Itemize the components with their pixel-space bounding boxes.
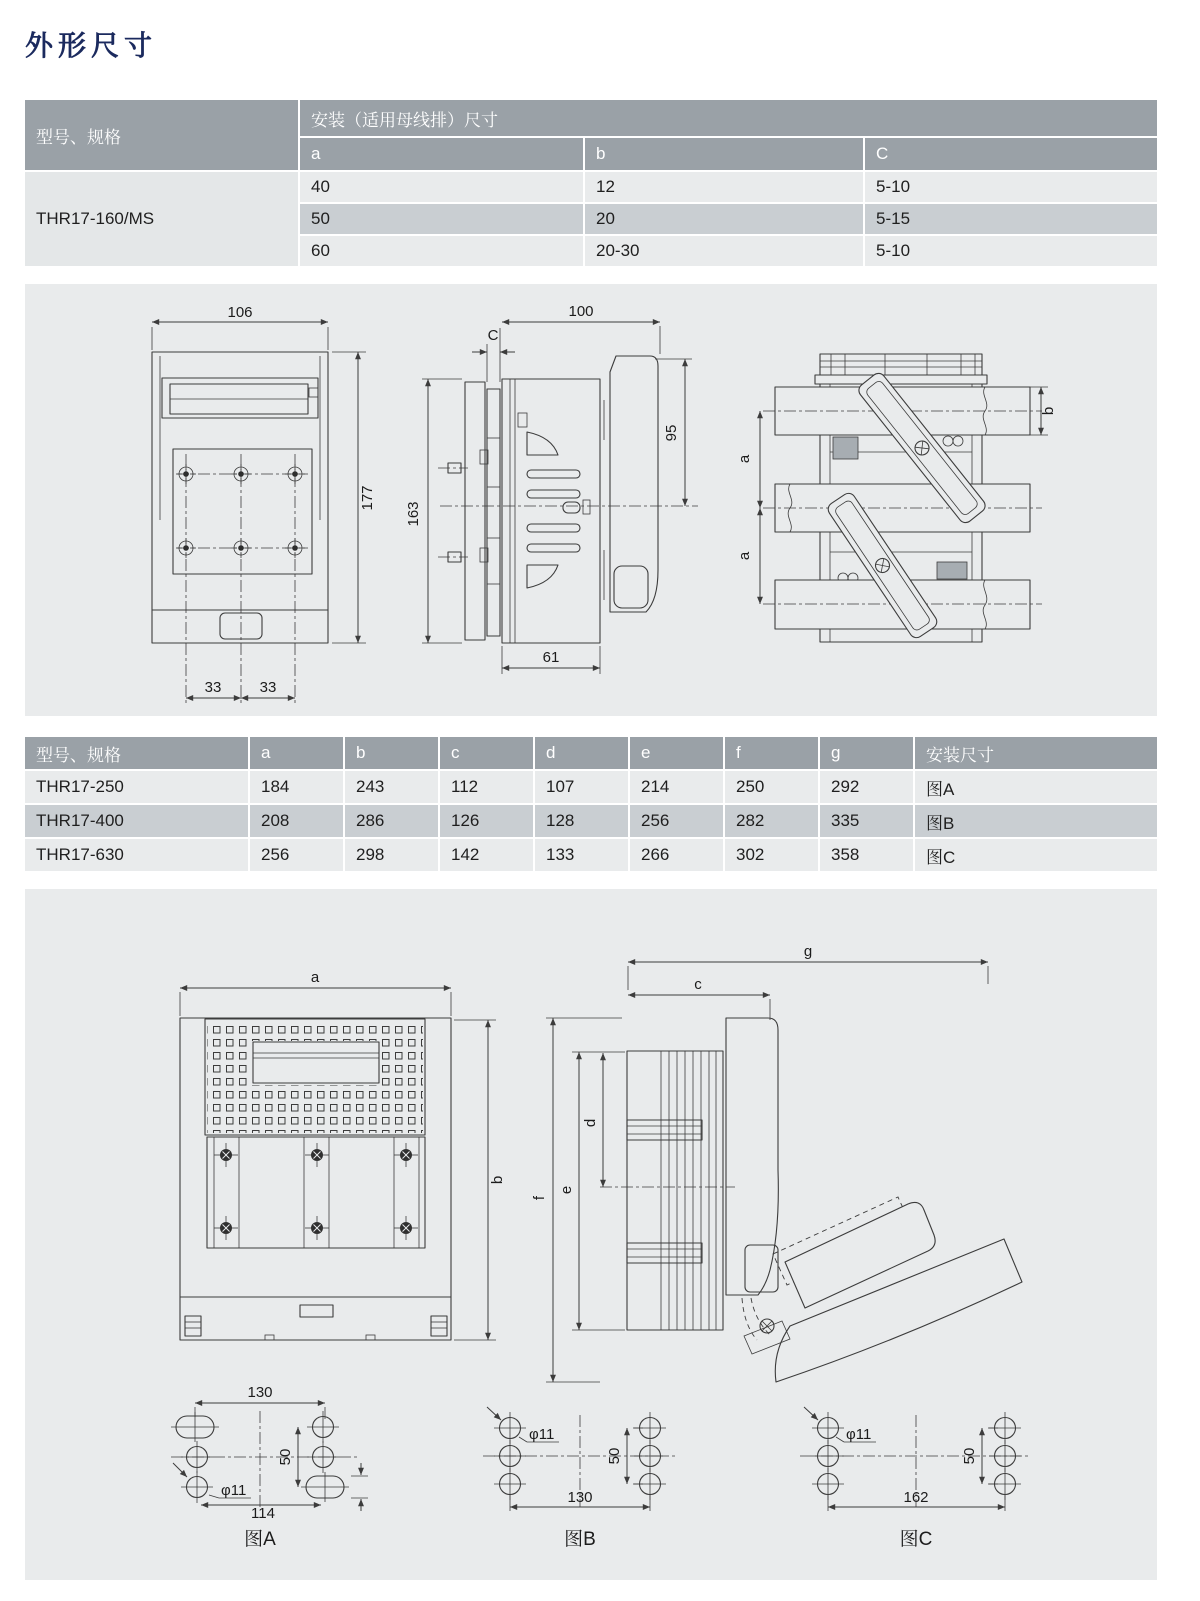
dim-figa-vert: 50	[277, 1448, 294, 1466]
table2-model-header: 型号、规格	[25, 737, 248, 769]
table-cell-install: 图B	[915, 805, 1157, 837]
table-cell: 112	[440, 771, 533, 803]
table-cell: 20-30	[585, 236, 863, 266]
table1-col-c: C	[865, 138, 1157, 170]
dim-width: 106	[227, 304, 253, 321]
table-cell: 142	[440, 839, 533, 871]
dim-base-depth: 61	[542, 649, 560, 666]
table1-model-value: THR17-160/MS	[25, 172, 298, 266]
table-cell: 50	[300, 204, 583, 234]
page-title: 外形尺寸	[25, 30, 158, 61]
table-cell: 266	[630, 839, 723, 871]
dim-pole-pitch-1: a	[736, 454, 753, 464]
table-cell: 208	[250, 805, 343, 837]
busbar-mounting-drawing	[735, 312, 1057, 644]
dim-busbar-width: b	[1040, 406, 1057, 416]
table1-col-a: a	[300, 138, 583, 170]
figure-label-b: 图B	[564, 1529, 596, 1550]
drawing-panel-thr17-250-630	[25, 889, 1157, 1580]
dim-figc-hole: φ11	[846, 1426, 872, 1443]
table1-group-header: 安装（适用母线排）尺寸	[300, 100, 1157, 136]
table-cell: 133	[535, 839, 628, 871]
dim-figb-vert: 50	[606, 1447, 623, 1465]
table-cell: 250	[725, 771, 818, 803]
table-cell: 5-10	[865, 172, 1157, 202]
side-view-large-drawing	[530, 940, 1090, 1385]
table-cell-model: THR17-630	[25, 839, 248, 871]
front-view-large-drawing	[145, 945, 525, 1355]
table-cell: 298	[345, 839, 438, 871]
table-cell: 256	[630, 805, 723, 837]
dim-figc-vert: 50	[961, 1447, 978, 1465]
table-cell: 184	[250, 771, 343, 803]
dim-height-f: f	[531, 1195, 548, 1201]
dim-figa-top: 130	[247, 1384, 273, 1401]
table-cell: 282	[725, 805, 818, 837]
table-cell: 214	[630, 771, 723, 803]
table-cell: 12	[585, 172, 863, 202]
dimension-table	[25, 737, 1157, 871]
table1-col-b: b	[585, 138, 863, 170]
table-cell: 243	[345, 771, 438, 803]
figure-label-a: 图A	[244, 1529, 276, 1550]
dim-depth: 100	[568, 303, 594, 320]
table2-col-d: d	[535, 737, 628, 769]
dim-height: 177	[359, 485, 376, 511]
dim-figa-bottom: 114	[251, 1505, 275, 1522]
table-cell: 335	[820, 805, 913, 837]
busbar-size-table	[25, 100, 1157, 266]
drawing-panel-thr17-160	[25, 284, 1157, 716]
mounting-pattern-fig-a	[165, 1385, 395, 1555]
dim-body-c: c	[694, 976, 702, 993]
table-cell-install: 图A	[915, 771, 1157, 803]
table-cell: 256	[250, 839, 343, 871]
table2-col-install: 安装尺寸	[915, 737, 1157, 769]
dim-hole-spacing-1: 33	[204, 679, 222, 696]
dim-pole-pitch-2: a	[736, 551, 753, 561]
table-cell-install: 图C	[915, 839, 1157, 871]
dim-figc-bottom: 162	[903, 1489, 929, 1506]
figure-label-c: 图C	[899, 1529, 933, 1550]
dim-width-a: a	[310, 969, 320, 986]
dim-figa-hole: φ11	[221, 1482, 247, 1499]
dim-hole-spacing-2: 33	[259, 679, 277, 696]
table2-col-c: c	[440, 737, 533, 769]
front-view-drawing	[120, 304, 410, 712]
dim-inner-e: e	[558, 1185, 575, 1195]
dim-body-height: 163	[405, 501, 422, 527]
dim-inner-d: d	[582, 1118, 599, 1128]
table-cell: 128	[535, 805, 628, 837]
table2-col-e: e	[630, 737, 723, 769]
table-cell: 5-15	[865, 204, 1157, 234]
mounting-pattern-fig-b	[475, 1385, 705, 1555]
table-cell: 286	[345, 805, 438, 837]
dim-height-b: b	[489, 1175, 506, 1185]
dim-total-g: g	[803, 943, 813, 960]
dim-inner-height: 95	[663, 424, 680, 442]
dim-busbar-gap: C	[487, 327, 499, 344]
table-cell: 40	[300, 172, 583, 202]
table-cell-model: THR17-400	[25, 805, 248, 837]
table1-model-header: 型号、规格	[25, 100, 298, 170]
dim-figb-bottom: 130	[567, 1489, 593, 1506]
table2-col-a: a	[250, 737, 343, 769]
mounting-pattern-fig-c	[790, 1385, 1040, 1555]
table-cell-model: THR17-250	[25, 771, 248, 803]
table-cell: 5-10	[865, 236, 1157, 266]
table-cell: 358	[820, 839, 913, 871]
table-cell: 20	[585, 204, 863, 234]
side-view-drawing	[400, 300, 710, 690]
table-cell: 126	[440, 805, 533, 837]
table2-col-g: g	[820, 737, 913, 769]
table2-col-b: b	[345, 737, 438, 769]
dim-figb-hole: φ11	[529, 1426, 555, 1443]
table-cell: 292	[820, 771, 913, 803]
table2-col-f: f	[725, 737, 818, 769]
table-cell: 302	[725, 839, 818, 871]
table-cell: 60	[300, 236, 583, 266]
table-cell: 107	[535, 771, 628, 803]
